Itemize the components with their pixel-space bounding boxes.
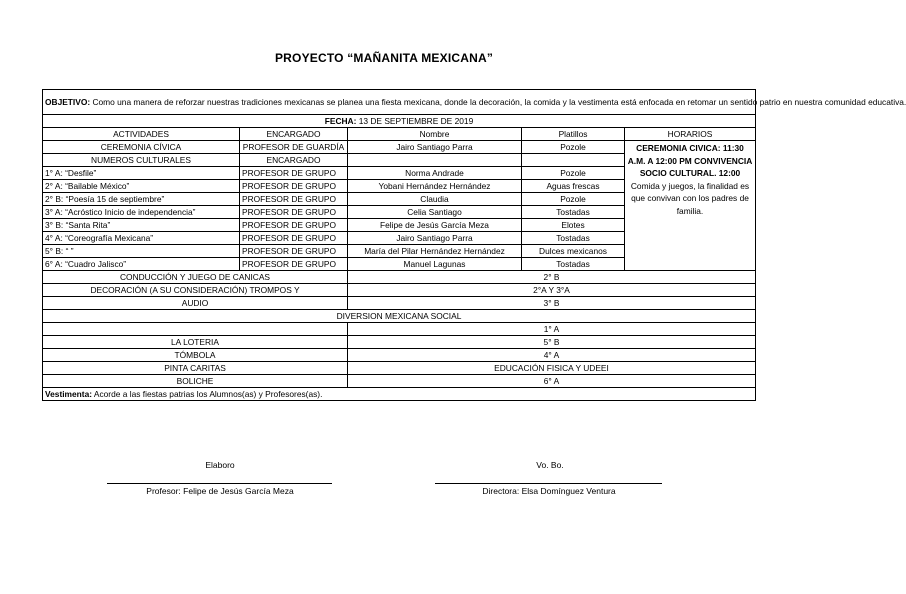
activity-cell: 2° A: “Bailable México”	[43, 180, 240, 193]
table-row	[43, 336, 756, 349]
platillo-cell: Tostadas	[522, 232, 625, 245]
header-nombre: Nombre	[348, 128, 522, 141]
fecha-label: FECHA:	[324, 116, 357, 126]
activity-cell: 1° A: “Desfile”	[43, 167, 240, 180]
nombre-cell: Celia Santiago	[348, 206, 522, 219]
nombre-cell	[348, 154, 522, 167]
activity-cell: 4° A: “Coreografía Mexicana”	[43, 232, 240, 245]
header-row	[43, 128, 756, 141]
encargado-cell: PROFESOR DE GRUPO	[240, 193, 348, 206]
group-cell: 2°A Y 3°A	[348, 284, 756, 297]
table-row	[43, 297, 756, 310]
signature-left-heading: Elaboro	[205, 460, 235, 470]
platillo-cell: Tostadas	[522, 258, 625, 271]
table-row	[43, 362, 756, 375]
encargado-cell: PROFESOR DE GRUPO	[240, 206, 348, 219]
horarios-schedule: CEREMONIA CIVICA: 11:30 A.M. A 12:00 PM CONVIVENCIA SOCIO CULTURAL. 12:00	[627, 143, 753, 179]
header-platillos: Platillos	[522, 128, 625, 141]
encargado-cell: ENCARGADO	[240, 154, 348, 167]
encargado-cell: PROFESOR DE GRUPO	[240, 245, 348, 258]
activity-cell: CEREMONIA CÍVICA	[43, 141, 240, 154]
diversion-header: DIVERSION MEXICANA SOCIAL	[43, 310, 756, 323]
activity-cell: 3° B: “Santa Rita”	[43, 219, 240, 232]
activity-cell: 6° A: “Cuadro Jalisco”	[43, 258, 240, 271]
group-cell: 2° B	[348, 271, 756, 284]
group-cell: 5° B	[348, 336, 756, 349]
activity-cell: 3° A: “Acróstico Inicio de independencia”	[43, 206, 240, 219]
vestimenta-row	[43, 388, 756, 401]
signature-right-line	[435, 483, 662, 484]
fecha-value: 13 DE SEPTIEMBRE DE 2019	[356, 116, 474, 126]
page-title: PROYECTO “MAÑANITA MEXICANA”	[274, 51, 494, 65]
activity-cell: BOLICHE	[43, 375, 348, 388]
group-cell: 4° A	[348, 349, 756, 362]
signature-left-line	[107, 483, 332, 484]
nombre-cell: Manuel Lagunas	[348, 258, 522, 271]
signature-right-heading: Vo. Bo.	[536, 460, 564, 470]
table-row	[43, 271, 756, 284]
platillo-cell: Tostadas	[522, 206, 625, 219]
signature-left-name: Profesor: Felipe de Jesús García Meza	[146, 486, 294, 496]
nombre-cell: Claudia	[348, 193, 522, 206]
platillo-cell: Aguas frescas	[522, 180, 625, 193]
group-cell: EDUCACIÓN FISICA Y UDEEI	[348, 362, 756, 375]
nombre-cell: Jairo Santiago Parra	[348, 141, 522, 154]
vestimenta-label: Vestimenta:	[45, 389, 93, 399]
diversion-header-row	[43, 310, 756, 323]
table-row	[43, 323, 756, 336]
horarios-description: Comida y juegos, la finalidad es que convivan con los padres de familia.	[630, 180, 750, 216]
vestimenta-cell	[43, 388, 756, 401]
header-actividades: ACTIVIDADES	[43, 128, 240, 141]
activity-cell: NUMEROS CULTURALES	[43, 154, 240, 167]
activity-cell: LA LOTERIA	[43, 336, 348, 349]
platillo-cell: Pozole	[522, 141, 625, 154]
nombre-cell: Yobani Hernández Hernández	[348, 180, 522, 193]
objetivo-text: Como una manera de reforzar nuestras tradiciones mexicanas se planea una fiesta mexicana, donde la decoración, la comida y la vestimenta está enfocada en retomar un sentido patrio en nuestra comunidad educativa.	[90, 97, 906, 107]
platillo-cell: Pozole	[522, 193, 625, 206]
encargado-cell: PROFESOR DE GRUPO	[240, 219, 348, 232]
objetivo-label: OBJETIVO:	[45, 97, 91, 107]
table-row	[43, 375, 756, 388]
activity-cell: 5° B: “ ”	[43, 245, 240, 258]
activity-cell: AUDIO	[43, 297, 348, 310]
signature-right-name: Directora: Elsa Domínguez Ventura	[482, 486, 616, 496]
platillo-cell: Pozole	[522, 167, 625, 180]
project-table	[42, 89, 906, 401]
activity-cell: DECORACIÓN (A SU CONSIDERACIÓN) TROMPOS Y	[43, 284, 348, 297]
group-cell: 3° B	[348, 297, 756, 310]
platillo-cell	[522, 154, 625, 167]
activity-cell: TÓMBOLA	[43, 349, 348, 362]
activity-cell: CONDUCCIÓN Y JUEGO DE CANICAS	[43, 271, 348, 284]
activity-cell	[43, 323, 348, 336]
group-cell: 1° A	[348, 323, 756, 336]
encargado-cell: PROFESOR DE GRUPO	[240, 232, 348, 245]
vestimenta-text: Acorde a las fiestas patrias los Alumnos(as) y Profesores(as).	[92, 389, 323, 399]
encargado-cell: PROFESOR DE GRUPO	[240, 167, 348, 180]
table-row	[43, 284, 756, 297]
group-cell: 6° A	[348, 375, 756, 388]
table-row	[43, 141, 756, 154]
nombre-cell: María del Pilar Hernández Hernández	[348, 245, 522, 258]
activity-cell: 2° B: “Poesía 15 de septiembre”	[43, 193, 240, 206]
platillo-cell: Elotes	[522, 219, 625, 232]
platillo-cell: Dulces mexicanos	[522, 245, 625, 258]
table-row	[43, 349, 756, 362]
nombre-cell: Jairo Santiago Parra	[348, 232, 522, 245]
nombre-cell: Felipe de Jesús García Meza	[348, 219, 522, 232]
objetivo-row	[43, 90, 756, 115]
encargado-cell: PROFESOR DE GUARDÍA	[240, 141, 348, 154]
activity-cell: PINTA CARITAS	[43, 362, 348, 375]
encargado-cell: PROFESOR DE GRUPO	[240, 180, 348, 193]
objetivo-cell	[43, 90, 906, 115]
fecha-row	[43, 115, 756, 128]
header-horarios: HORARIOS	[625, 128, 756, 141]
fecha-cell	[43, 115, 756, 128]
nombre-cell: Norma Andrade	[348, 167, 522, 180]
header-encargado: ENCARGADO	[240, 128, 348, 141]
horarios-cell	[625, 141, 756, 271]
encargado-cell: PROFESOR DE GRUPO	[240, 258, 348, 271]
